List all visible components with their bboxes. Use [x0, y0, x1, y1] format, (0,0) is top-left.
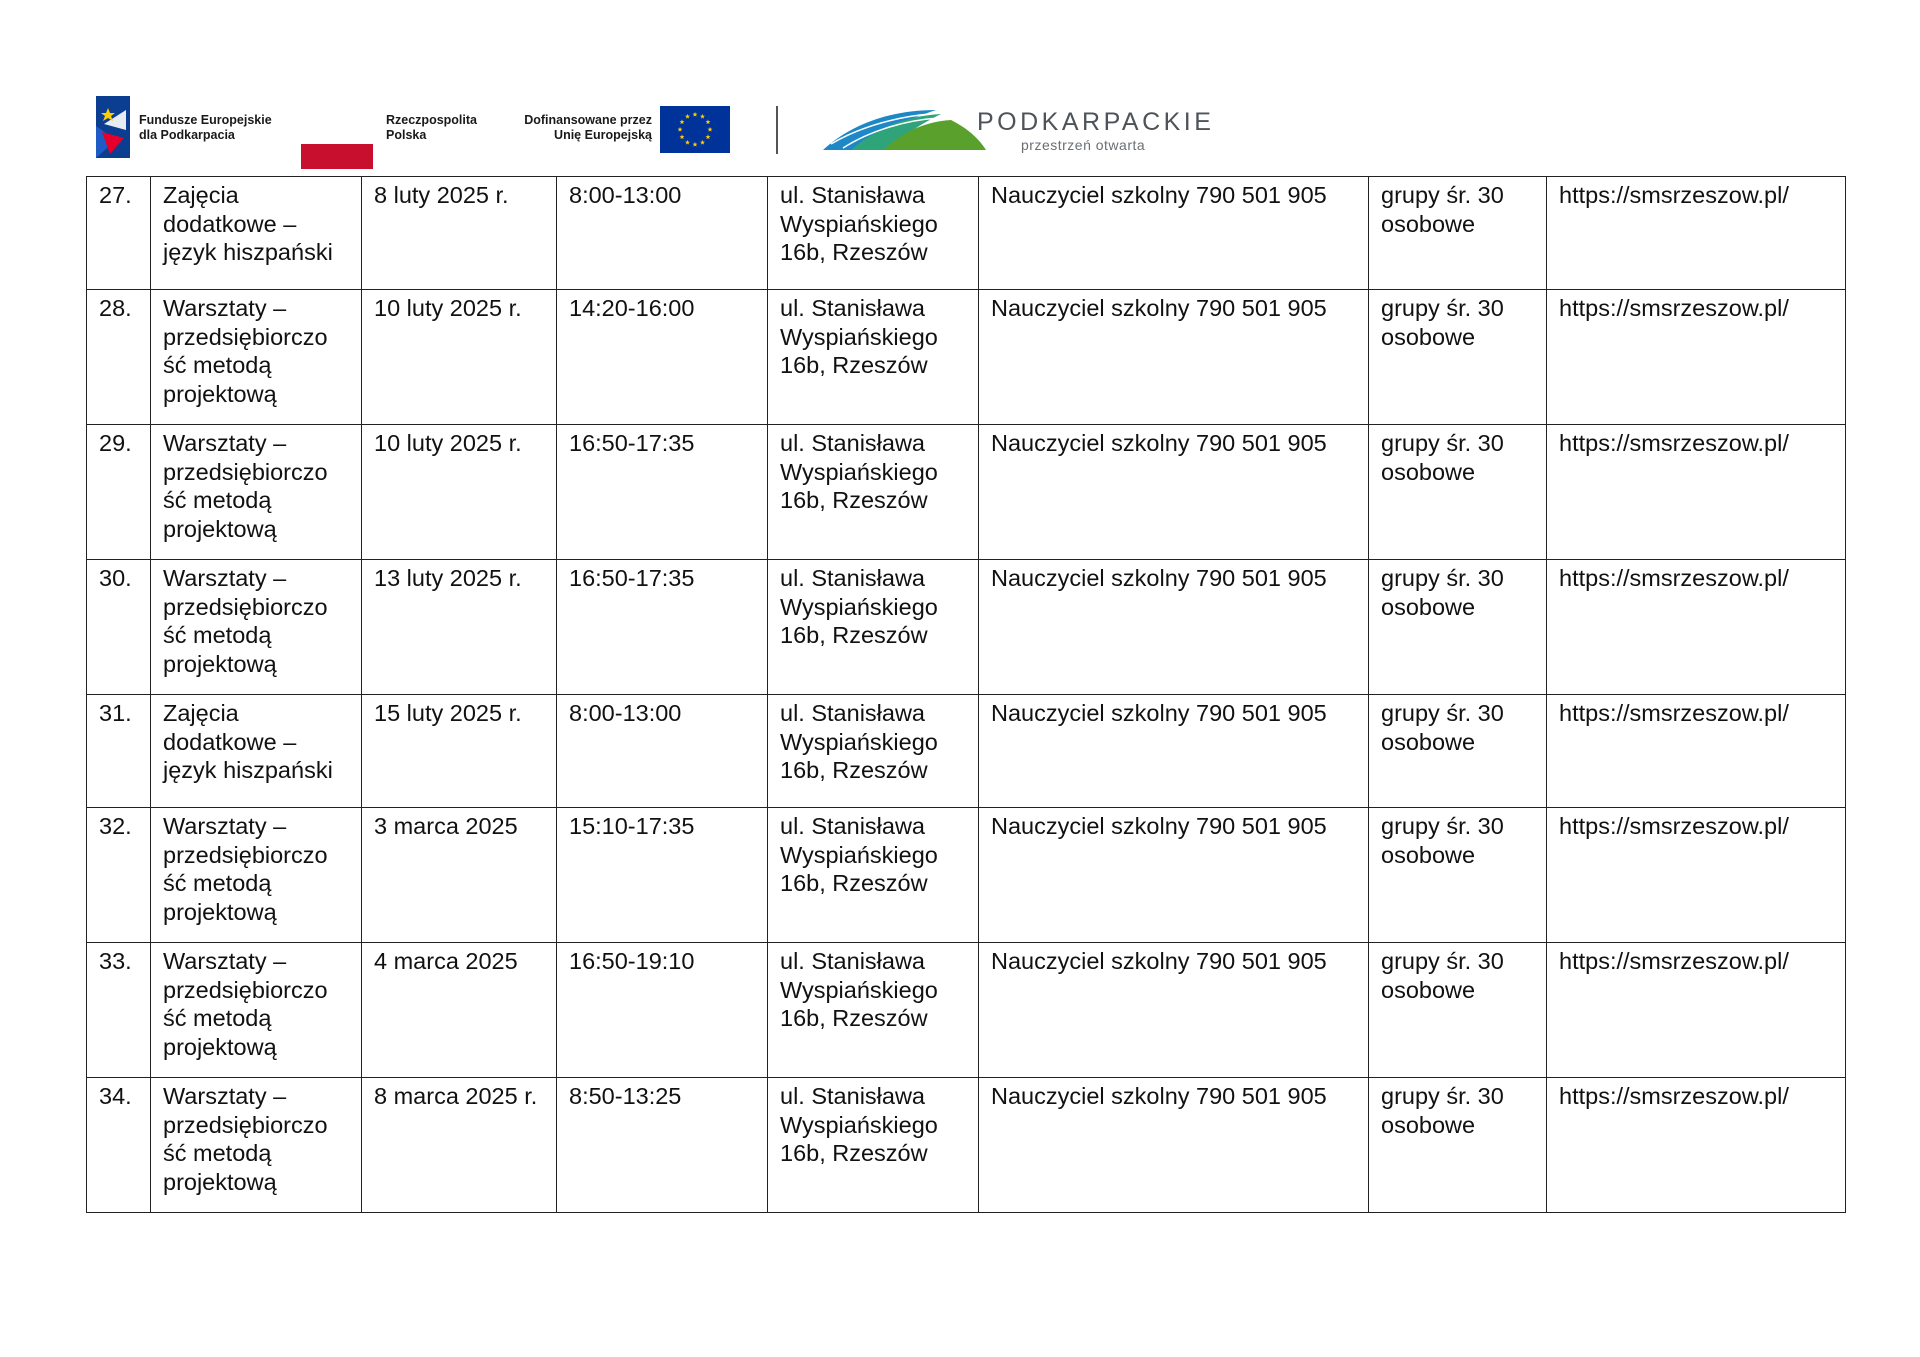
table-row	[87, 808, 1846, 943]
activity-cell: Warsztaty – przedsiębiorczo ść metodą projektową	[151, 943, 362, 1078]
group-size-cell: grupy śr. 30 osobowe	[1369, 1078, 1547, 1213]
address-cell: ul. Stanisława Wyspiańskiego 16b, Rzeszów	[768, 560, 979, 695]
row-number: 34.	[87, 1078, 151, 1213]
region-name: PODKARPACKIE	[977, 108, 1215, 136]
address-cell: ul. Stanisława Wyspiańskiego 16b, Rzeszów	[768, 943, 979, 1078]
contact-cell: Nauczyciel szkolny 790 501 905	[979, 1078, 1369, 1213]
time-cell: 16:50-19:10	[557, 943, 768, 1078]
address-cell: ul. Stanisława Wyspiańskiego 16b, Rzeszów	[768, 1078, 979, 1213]
table-row	[87, 425, 1846, 560]
group-size-cell: grupy śr. 30 osobowe	[1369, 695, 1547, 808]
activity-cell: Zajęcia dodatkowe – język hiszpański	[151, 177, 362, 290]
date-cell: 10 luty 2025 r.	[362, 425, 557, 560]
eu-cofinance-label: Dofinansowane przez Unię Europejską	[524, 113, 652, 142]
logo-bar	[96, 96, 1226, 158]
address-cell: ul. Stanisława Wyspiańskiego 16b, Rzeszów	[768, 425, 979, 560]
url-cell[interactable]: https://smsrzeszow.pl/	[1547, 425, 1846, 560]
activity-cell: Zajęcia dodatkowe – język hiszpański	[151, 695, 362, 808]
time-cell: 16:50-17:35	[557, 425, 768, 560]
activity-cell: Warsztaty – przedsiębiorczo ść metodą projektową	[151, 1078, 362, 1213]
url-cell[interactable]: https://smsrzeszow.pl/	[1547, 290, 1846, 425]
poland-label: Rzeczpospolita Polska	[386, 113, 477, 142]
date-cell: 8 luty 2025 r.	[362, 177, 557, 290]
contact-cell: Nauczyciel szkolny 790 501 905	[979, 560, 1369, 695]
date-cell: 3 marca 2025	[362, 808, 557, 943]
url-cell[interactable]: https://smsrzeszow.pl/	[1547, 177, 1846, 290]
date-cell: 15 luty 2025 r.	[362, 695, 557, 808]
group-size-cell: grupy śr. 30 osobowe	[1369, 560, 1547, 695]
address-cell: ul. Stanisława Wyspiańskiego 16b, Rzeszów	[768, 695, 979, 808]
contact-cell: Nauczyciel szkolny 790 501 905	[979, 695, 1369, 808]
time-cell: 14:20-16:00	[557, 290, 768, 425]
date-cell: 13 luty 2025 r.	[362, 560, 557, 695]
table-row	[87, 560, 1846, 695]
european-funds-label: Fundusze Europejskie dla Podkarpacia	[139, 113, 272, 142]
table-row	[87, 1078, 1846, 1213]
contact-cell: Nauczyciel szkolny 790 501 905	[979, 808, 1369, 943]
time-cell: 8:50-13:25	[557, 1078, 768, 1213]
address-cell: ul. Stanisława Wyspiańskiego 16b, Rzeszów	[768, 177, 979, 290]
contact-cell: Nauczyciel szkolny 790 501 905	[979, 290, 1369, 425]
logo-separator	[776, 106, 778, 154]
row-number: 27.	[87, 177, 151, 290]
table-row	[87, 695, 1846, 808]
group-size-cell: grupy śr. 30 osobowe	[1369, 943, 1547, 1078]
row-number: 31.	[87, 695, 151, 808]
group-size-cell: grupy śr. 30 osobowe	[1369, 808, 1547, 943]
address-cell: ul. Stanisława Wyspiańskiego 16b, Rzeszów	[768, 808, 979, 943]
european-funds-logo	[96, 96, 130, 158]
date-cell: 10 luty 2025 r.	[362, 290, 557, 425]
url-cell[interactable]: https://smsrzeszow.pl/	[1547, 560, 1846, 695]
time-cell: 8:00-13:00	[557, 177, 768, 290]
region-tagline: przestrzeń otwarta	[1021, 137, 1146, 153]
date-cell: 4 marca 2025	[362, 943, 557, 1078]
url-cell[interactable]: https://smsrzeszow.pl/	[1547, 808, 1846, 943]
time-cell: 15:10-17:35	[557, 808, 768, 943]
contact-cell: Nauczyciel szkolny 790 501 905	[979, 177, 1369, 290]
date-cell: 8 marca 2025 r.	[362, 1078, 557, 1213]
row-number: 33.	[87, 943, 151, 1078]
activity-cell: Warsztaty – przedsiębiorczo ść metodą projektową	[151, 560, 362, 695]
activity-cell: Warsztaty – przedsiębiorczo ść metodą projektową	[151, 290, 362, 425]
url-cell[interactable]: https://smsrzeszow.pl/	[1547, 943, 1846, 1078]
eu-flag	[660, 106, 730, 153]
address-cell: ul. Stanisława Wyspiańskiego 16b, Rzeszów	[768, 290, 979, 425]
activity-cell: Warsztaty – przedsiębiorczo ść metodą projektową	[151, 425, 362, 560]
group-size-cell: grupy śr. 30 osobowe	[1369, 177, 1547, 290]
poland-flag	[301, 126, 373, 174]
activity-cell: Warsztaty – przedsiębiorczo ść metodą projektową	[151, 808, 362, 943]
url-cell[interactable]: https://smsrzeszow.pl/	[1547, 695, 1846, 808]
group-size-cell: grupy śr. 30 osobowe	[1369, 425, 1547, 560]
contact-cell: Nauczyciel szkolny 790 501 905	[979, 943, 1369, 1078]
time-cell: 8:00-13:00	[557, 695, 768, 808]
schedule-table	[86, 176, 1846, 1213]
row-number: 30.	[87, 560, 151, 695]
table-row	[87, 177, 1846, 290]
time-cell: 16:50-17:35	[557, 560, 768, 695]
row-number: 28.	[87, 290, 151, 425]
podkarpackie-logo	[821, 104, 991, 152]
group-size-cell: grupy śr. 30 osobowe	[1369, 290, 1547, 425]
url-cell[interactable]: https://smsrzeszow.pl/	[1547, 1078, 1846, 1213]
contact-cell: Nauczyciel szkolny 790 501 905	[979, 425, 1369, 560]
table-row	[87, 943, 1846, 1078]
row-number: 32.	[87, 808, 151, 943]
table-row	[87, 290, 1846, 425]
row-number: 29.	[87, 425, 151, 560]
